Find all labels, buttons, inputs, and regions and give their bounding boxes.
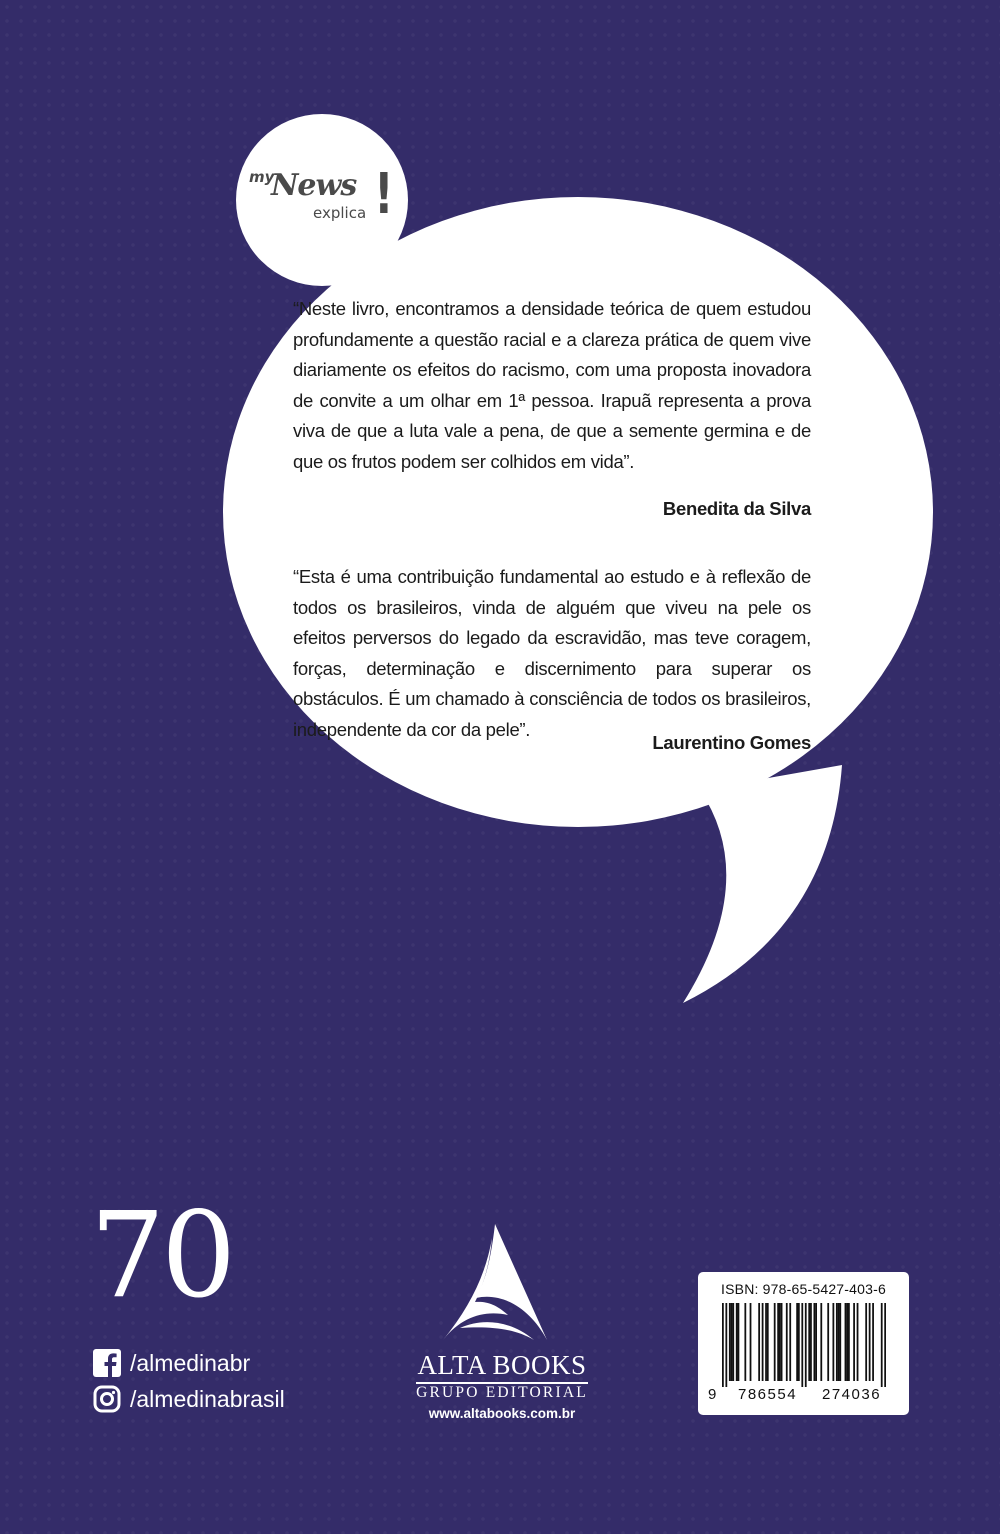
facebook-handle: /almedinabr [130,1349,251,1376]
barcode-bar [846,1303,848,1381]
barcode-bar [865,1303,867,1381]
isbn-barcode-box [698,1272,909,1415]
barcode-bar [786,1303,788,1381]
barcode-bar [765,1303,767,1381]
alta-books-name: ALTA BOOKS [417,1350,587,1380]
barcode-bar [767,1303,769,1381]
barcode-bar [789,1303,791,1381]
barcode-right-digits: 274036 [822,1386,882,1403]
barcode-bars [722,1303,886,1387]
quote-laurentino: “Esta é uma contribuição fundamental ao estudo e à reflexão de todos os brasileiros, vinda de alguém que viveu na pele os efeitos perversos do legado da escravidão, mas teve coragem, forças, determinação e discernimento para superar os obstáculos. É um chamado à consciência de todos os brasileiros, independente da cor da pele”. [293,566,811,740]
logo-explica-text: explica [313,204,367,222]
edicoes-70-logo: 70 [90,1186,233,1324]
barcode-bar [836,1303,838,1381]
barcode-bar [750,1303,752,1381]
barcode-bar [848,1303,850,1381]
barcode-bar [853,1303,855,1381]
barcode-bar [777,1303,779,1381]
barcode-bar [872,1303,874,1381]
quote-benedita: “Neste livro, encontramos a densidade teórica de quem estudou profundamente a questão racial e a clareza prática de quem vive diariamente os efeitos do racismo, com uma proposta inovadora de convite a um olhar em 1ª pessoa. Irapuã representa a prova viva de que a luta vale a pena, de que a semente germina e de que os frutos podem ser colhidos em vida”. [293,298,811,472]
barcode-bar [801,1303,803,1387]
barcode-bar [845,1303,847,1381]
logo-my-text: my [249,168,275,186]
facebook-icon [93,1349,121,1377]
instagram-link[interactable] [93,1384,285,1414]
barcode-bar [839,1303,841,1381]
barcode-bar [779,1303,781,1381]
barcode-bar [857,1303,859,1381]
alta-books-url[interactable]: www.altabooks.com.br [428,1406,576,1421]
instagram-icon [93,1385,121,1413]
isbn-label: ISBN: 978-65-5427-403-6 [721,1281,886,1297]
barcode-bar [738,1303,740,1381]
logo-exclamation: ! [374,162,394,227]
instagram-handle: /almedinabrasil [130,1385,285,1412]
barcode-bar [884,1303,886,1387]
barcode-bar [832,1303,834,1381]
alta-books-subtitle: GRUPO EDITORIAL [416,1384,588,1401]
barcode-bar [744,1303,746,1381]
barcode-bar [731,1303,733,1381]
barcode-bar [736,1303,738,1381]
barcode-bar [813,1303,815,1381]
alta-books-logo-icon [430,1222,560,1352]
barcode-bar [729,1303,731,1381]
logo-news-text: News [271,168,357,203]
barcode-bar [881,1303,883,1387]
barcode-bar [796,1303,798,1381]
barcode-bar [762,1303,764,1381]
mynews-explica-logo [243,160,403,240]
barcode-bar [805,1303,807,1387]
barcode-bar [798,1303,800,1381]
barcode-bar [808,1303,810,1381]
barcode-lead-digit: 9 [708,1386,717,1403]
barcode-bar [732,1303,734,1381]
barcode-bar [722,1303,724,1387]
barcode-bar [758,1303,760,1381]
barcode-bar [827,1303,829,1381]
quote-author-benedita: Benedita da Silva [662,498,811,519]
barcode-bar [815,1303,817,1381]
quote-author-laurentino: Laurentino Gomes [652,732,811,753]
barcode-bar [820,1303,822,1381]
barcode-bar [838,1303,840,1381]
barcode-bar [774,1303,776,1381]
barcode-bar [869,1303,871,1381]
barcode-left-digits: 786554 [738,1386,798,1403]
barcode-bar [810,1303,812,1381]
barcode-bar [781,1303,783,1381]
facebook-link[interactable] [93,1348,250,1378]
barcode-bar [725,1303,727,1387]
